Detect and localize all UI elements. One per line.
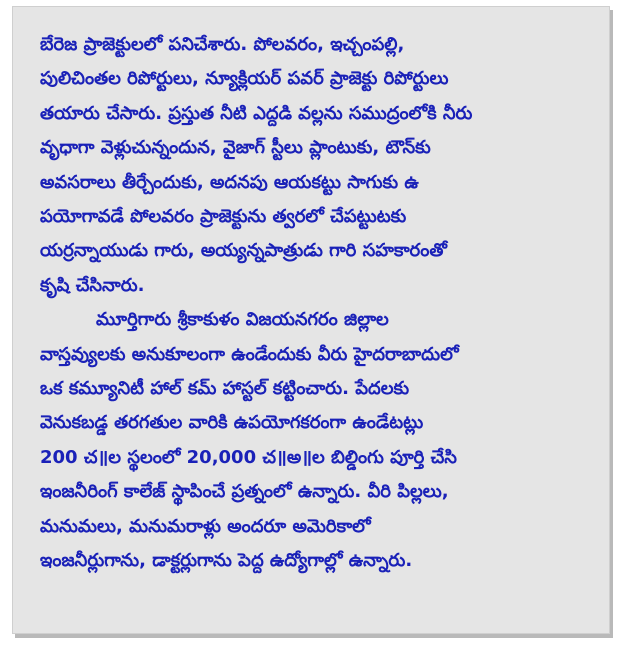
text-line: వెనుకబడ్డ తరగతుల వారికి ఉపయోగకరంగా ఉండేటట్లు [40, 412, 424, 434]
paragraph-start-line: మూర్తిగారు శ్రీకాకుళం విజయనగరం జిల్లాల [96, 309, 389, 331]
text-line: వాస్తవ్యులకు అనుకూలంగా ఉండేందుకు వీరు హైదరాబాదులో [40, 343, 459, 365]
text-line: ఇంజనీర్లుగాను, డాక్టర్లుగాను పెద్ద ఉద్యోగాల్లో ఉన్నారు. [40, 550, 413, 572]
text-line: బేరెజ ప్రాజెక్టులలో పనిచేశారు. పోలవరం, ఇచ్చంపల్లి, [40, 34, 405, 55]
text-line: యర్రన్నాయుడు గారు, అయ్యన్నపాత్రుడు గారి సహకారంతో [40, 240, 447, 262]
text-line: వృధాగా వెళ్లుచున్నందున, వైజాగ్ స్టీలు ప్లాంటుకు, టౌన్‌కు [40, 137, 431, 159]
text-line: పయోగావడే పోలవరం ప్రాజెక్టును త్వరలో చేపట్టుటకు [40, 206, 407, 228]
text-line: 200 చ॥ల స్థలంలో 20,000 చ॥అ॥ల బిల్డింగు పూర్తి చేసి [40, 446, 457, 468]
text-line: అవసరాలు తీర్చేందుకు, అదనపు ఆయకట్టు సాగుకు ఉ [40, 171, 419, 193]
text-line: తయారు చేసారు. ప్రస్తుత నీటి ఎద్దడి వల్లను సముద్రంలోకి నీరు [40, 102, 473, 124]
text-line: ఇంజనీరింగ్ కాలేజ్ స్థాపించే ప్రత్నంలో ఉన్నారు. వీరి పిల్లలు, [40, 481, 449, 503]
text-line: ఒక కమ్యూనిటీ హాల్ కమ్ హాస్టల్ కట్టించారు. పేదలకు [40, 378, 410, 400]
text-line: పులిచింతల రిపోర్టులు, న్యూక్లియర్ పవర్ ప్రాజెక్టు రిపోర్టులు [40, 68, 449, 90]
text-line: మనుమలు, మనుమరాళ్లు అందరూ అమెరికాలో [40, 515, 371, 537]
body-text [40, 28, 595, 579]
text-line: కృషి చేసినారు. [40, 274, 145, 296]
